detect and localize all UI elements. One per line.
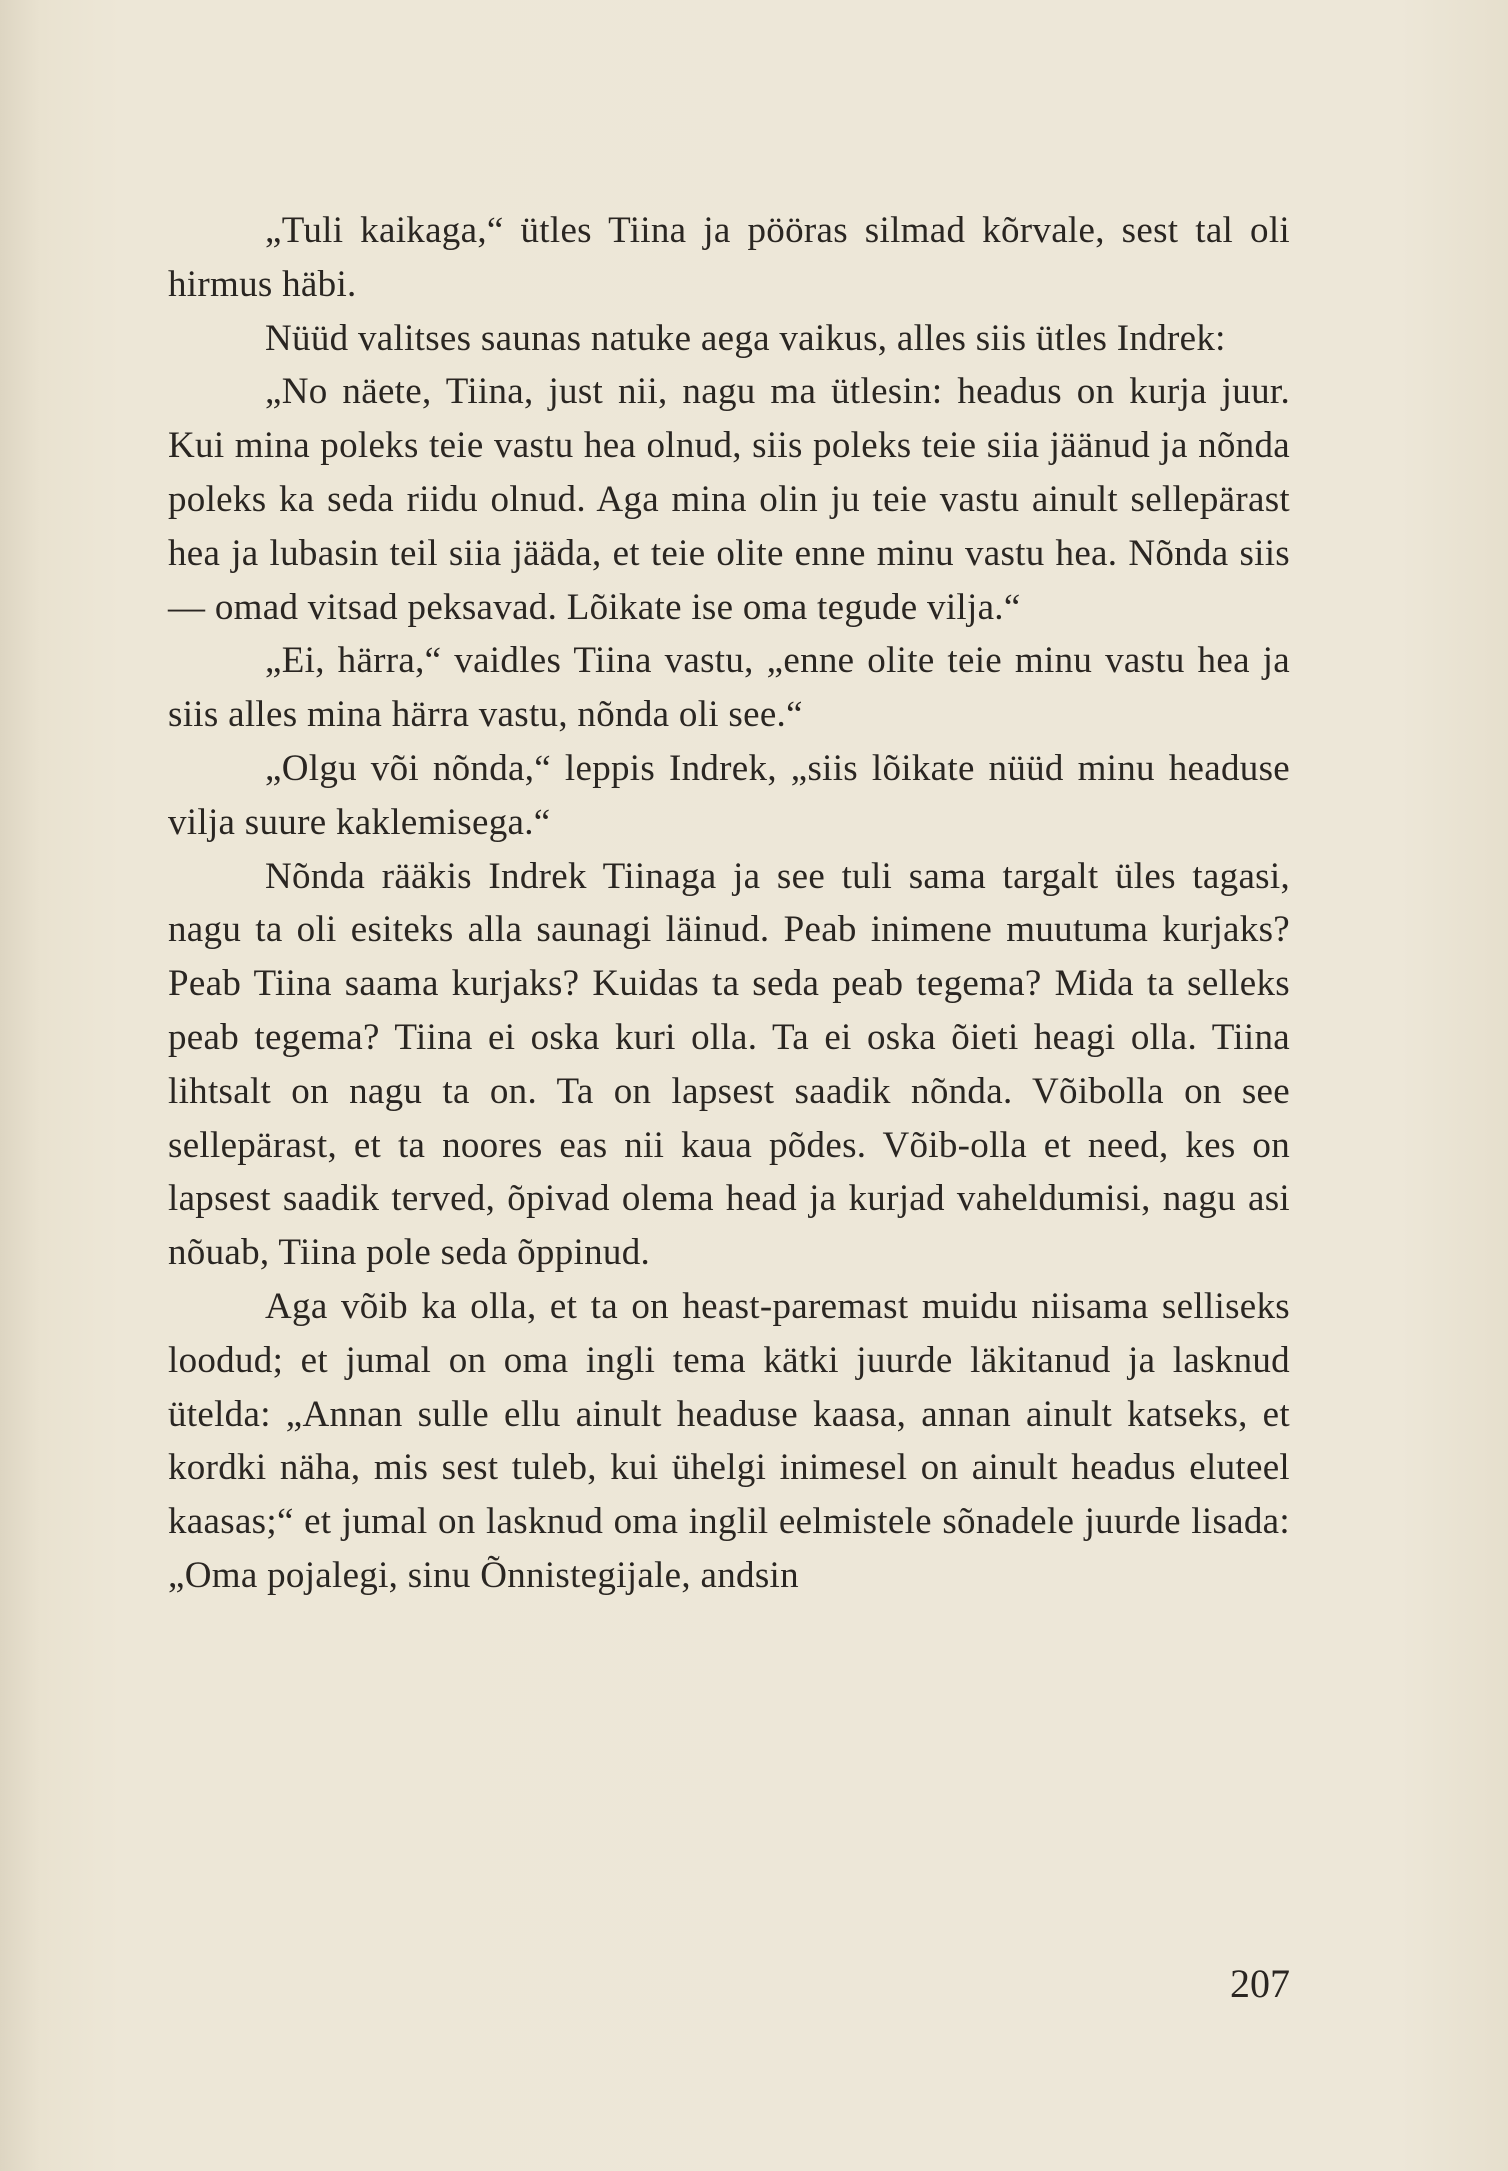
paragraph-6: Nõnda rääkis Indrek Tiinaga ja see tuli sama targalt üles tagasi, nagu ta oli esiteks alla saunagi läinud. Peab inimene muutuma kurjaks? Peab Tiina saama kurjaks? Kuidas ta seda peab tegema? Mida ta selleks peab tegema? Tiina ei oska kuri olla. Ta ei oska õieti heagi olla. Tiina lihtsalt on nagu ta on. Ta on lapsest saadik nõnda. Võibolla on see sellepärast, et ta noores eas nii kaua põdes. Võib-olla et need, kes on lapsest saadik terved, õpivad olema head ja kurjad vaheldumisi, nagu asi nõuab, Tiina pole seda õppinud.	[168, 855, 1290, 1274]
paragraph-7: Aga võib ka olla, et ta on heast-paremast muidu niisama selliseks loodud; et jumal on oma ingli tema kätki juurde läkitanud ja lasknud ütelda: „Annan sulle ellu ainult headuse kaasa, annan ainult katseks, et kordki näha, mis sest tuleb, kui ühelgi inimesel on ainult headus eluteel kaasas;“ et jumal on lasknud oma inglil eelmistele sõnadele juurde lisada: „Oma pojalegi, sinu Õnnistegijale, andsin	[168, 1285, 1290, 1596]
paragraph-3: „No näete, Tiina, just nii, nagu ma ütlesin: headus on kurja juur. Kui mina poleks teie vastu hea olnud, siis poleks teie siia jäänud ja nõnda poleks ka seda riidu olnud. Aga mina olin ju teie vastu ainult sellepärast hea ja lubasin teil siia jääda, et teie olite enne minu vastu hea. Nõnda siis — omad vitsad peksavad. Lõikate ise oma tegude vilja.“	[168, 371, 1290, 628]
paragraph-5: „Olgu või nõnda,“ leppis Indrek, „siis lõikate nüüd minu headuse vilja suure kaklemisega.“	[168, 747, 1290, 843]
paragraph-4: „Ei, härra,“ vaidles Tiina vastu, „enne olite teie minu vastu hea ja siis alles mina härra vastu, nõnda oli see.“	[168, 640, 1290, 736]
body-text	[168, 204, 1290, 1603]
page-number: 207	[1230, 1961, 1290, 2006]
paragraph-1: „Tuli kaikaga,“ ütles Tiina ja pööras silmad kõrvale, sest tal oli hirmus häbi.	[168, 210, 1290, 305]
paragraph-2: Nüüd valitses saunas natuke aega vaikus, alles siis ütles Indrek:	[265, 317, 1226, 359]
